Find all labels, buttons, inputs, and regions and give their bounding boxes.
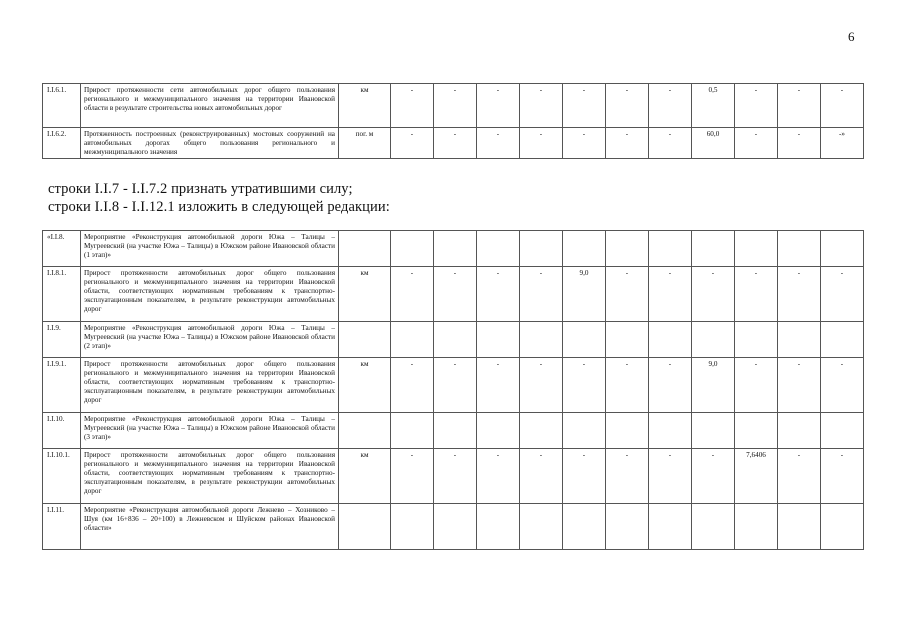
value-cell: [606, 231, 649, 267]
value-cell: -: [520, 449, 563, 504]
value-cell: -: [477, 358, 520, 413]
value-cell: -: [778, 449, 821, 504]
value-cell: [391, 413, 434, 449]
value-cell: -: [477, 84, 520, 128]
value-cell: -: [778, 128, 821, 159]
unit-cell: км: [339, 358, 391, 413]
value-cell: [735, 322, 778, 358]
value-cell: 7,6406: [735, 449, 778, 504]
value-cell: [477, 231, 520, 267]
value-cell: [477, 504, 520, 550]
value-cell: [563, 322, 606, 358]
value-cell: -»: [821, 128, 864, 159]
value-cell: -: [692, 267, 735, 322]
value-cell: [391, 322, 434, 358]
value-cell: [520, 322, 563, 358]
value-cell: -: [391, 449, 434, 504]
value-cell: 9,0: [692, 358, 735, 413]
value-cell: 60,0: [692, 128, 735, 159]
instruction-replace-rows: строки I.I.8 - I.I.12.1 изложить в следующей редакции:: [48, 199, 390, 215]
value-cell: [434, 504, 477, 550]
value-cell: -: [606, 128, 649, 159]
value-cell: -: [434, 84, 477, 128]
value-cell: [649, 322, 692, 358]
row-description-cell: Мероприятие «Реконструкция автомобильной дороги Южа – Талицы – Мугреевский (на участке Южа – Талицы) в Южском районе Ивановской области (2 этап)»: [81, 322, 339, 358]
value-cell: [778, 231, 821, 267]
value-cell: -: [434, 267, 477, 322]
instruction-invalidate-rows: строки I.I.7 - I.I.7.2 признать утратившими силу;: [48, 181, 353, 197]
value-cell: -: [778, 358, 821, 413]
value-cell: -: [606, 358, 649, 413]
table-row: [43, 504, 864, 550]
value-cell: [563, 413, 606, 449]
row-code-cell: I.I.10.: [43, 413, 81, 449]
value-cell: [735, 413, 778, 449]
row-description-cell: Мероприятие «Реконструкция автомобильной дороги Южа – Талицы – Мугреевский (на участке Южа – Талицы) в Южском районе Ивановской области (1 этап)»: [81, 231, 339, 267]
row-code-cell: «I.I.8.: [43, 231, 81, 267]
value-cell: -: [520, 267, 563, 322]
value-cell: -: [649, 84, 692, 128]
row-code-cell: I.I.11.: [43, 504, 81, 550]
value-cell: -: [778, 267, 821, 322]
table-row: [43, 322, 864, 358]
value-cell: -: [649, 128, 692, 159]
value-cell: -: [434, 128, 477, 159]
value-cell: -: [477, 267, 520, 322]
value-cell: -: [434, 358, 477, 413]
value-cell: -: [477, 128, 520, 159]
value-cell: 9,0: [563, 267, 606, 322]
unit-cell: [339, 322, 391, 358]
value-cell: [692, 413, 735, 449]
row-code-cell: I.I.9.1.: [43, 358, 81, 413]
value-cell: [391, 231, 434, 267]
value-cell: -: [563, 449, 606, 504]
value-cell: -: [649, 358, 692, 413]
indicators-table-bottom: [42, 230, 864, 550]
value-cell: -: [563, 358, 606, 413]
table-row: [43, 231, 864, 267]
value-cell: -: [735, 84, 778, 128]
row-code-cell: I.I.10.1.: [43, 449, 81, 504]
value-cell: -: [563, 84, 606, 128]
value-cell: [434, 413, 477, 449]
value-cell: [821, 413, 864, 449]
value-cell: -: [735, 358, 778, 413]
unit-cell: км: [339, 84, 391, 128]
value-cell: -: [520, 358, 563, 413]
value-cell: [520, 413, 563, 449]
value-cell: -: [821, 358, 864, 413]
row-description-cell: Мероприятие «Реконструкция автомобильной дороги Лежнево – Хозниково – Шуя (км 16+836 – 20+100) в Лежневском и Шуйском районах Ивановской области»: [81, 504, 339, 550]
table-row: [43, 267, 864, 322]
value-cell: -: [391, 128, 434, 159]
value-cell: [649, 504, 692, 550]
value-cell: -: [563, 128, 606, 159]
value-cell: -: [520, 128, 563, 159]
value-cell: [606, 322, 649, 358]
value-cell: -: [735, 128, 778, 159]
value-cell: 0,5: [692, 84, 735, 128]
value-cell: -: [477, 449, 520, 504]
unit-cell: [339, 231, 391, 267]
value-cell: [778, 322, 821, 358]
value-cell: -: [692, 449, 735, 504]
value-cell: [735, 504, 778, 550]
row-code-cell: I.I.8.1.: [43, 267, 81, 322]
value-cell: -: [821, 449, 864, 504]
value-cell: [434, 322, 477, 358]
value-cell: [563, 231, 606, 267]
value-cell: [821, 322, 864, 358]
value-cell: -: [391, 84, 434, 128]
value-cell: [735, 231, 778, 267]
table-row: [43, 128, 864, 159]
unit-cell: [339, 413, 391, 449]
value-cell: [692, 231, 735, 267]
unit-cell: км: [339, 449, 391, 504]
value-cell: [520, 231, 563, 267]
value-cell: [563, 504, 606, 550]
value-cell: -: [821, 84, 864, 128]
indicators-table-top: [42, 83, 864, 159]
table-row: [43, 358, 864, 413]
row-code-cell: I.I.9.: [43, 322, 81, 358]
value-cell: [606, 413, 649, 449]
row-description-cell: Прирост протяженности сети автомобильных дорог общего пользования регионального и межмуниципального значения на территории Ивановской области в результате строительства новых автомобильных дорог: [81, 84, 339, 128]
value-cell: -: [649, 267, 692, 322]
value-cell: [778, 504, 821, 550]
value-cell: [477, 322, 520, 358]
page-number: 6: [848, 29, 855, 44]
row-description-cell: Мероприятие «Реконструкция автомобильной дороги Южа – Талицы – Мугреевский (на участке Южа – Талицы) в Южском районе Ивановской области (3 этап)»: [81, 413, 339, 449]
unit-cell: км: [339, 267, 391, 322]
value-cell: [778, 413, 821, 449]
value-cell: [692, 322, 735, 358]
value-cell: -: [391, 267, 434, 322]
unit-cell: пог. м: [339, 128, 391, 159]
row-description-cell: Прирост протяженности автомобильных дорог общего пользования регионального и межмуниципального значения на территории Ивановской области, соответствующих нормативным требованиям к транспортно-эксплуатационным показателям, в результате реконструкции автомобильных дорог: [81, 267, 339, 322]
value-cell: [649, 413, 692, 449]
value-cell: -: [606, 84, 649, 128]
value-cell: [821, 231, 864, 267]
value-cell: -: [778, 84, 821, 128]
value-cell: -: [649, 449, 692, 504]
value-cell: -: [606, 267, 649, 322]
row-description-cell: Прирост протяженности автомобильных дорог общего пользования регионального и межмуниципального значения на территории Ивановской области, соответствующих нормативным требованиям к транспортно-эксплуатационным показателям, в результате реконструкции автомобильных дорог: [81, 449, 339, 504]
value-cell: [649, 231, 692, 267]
value-cell: -: [391, 358, 434, 413]
value-cell: [606, 504, 649, 550]
value-cell: -: [821, 267, 864, 322]
row-code-cell: I.I.6.2.: [43, 128, 81, 159]
value-cell: [520, 504, 563, 550]
value-cell: -: [520, 84, 563, 128]
unit-cell: [339, 504, 391, 550]
value-cell: [692, 504, 735, 550]
value-cell: -: [434, 449, 477, 504]
value-cell: [477, 413, 520, 449]
value-cell: [821, 504, 864, 550]
value-cell: [434, 231, 477, 267]
value-cell: [391, 504, 434, 550]
value-cell: -: [606, 449, 649, 504]
row-code-cell: I.I.6.1.: [43, 84, 81, 128]
table-row: [43, 413, 864, 449]
value-cell: -: [735, 267, 778, 322]
row-description-cell: Протяженность построенных (реконструированных) мостовых сооружений на автомобильных дорогах общего пользования регионального и межмуниципального значения: [81, 128, 339, 159]
row-description-cell: Прирост протяженности автомобильных дорог общего пользования регионального и межмуниципального значения на территории Ивановской области, соответствующих нормативным требованиям к транспортно-эксплуатационным показателям, в результате реконструкции автомобильных дорог: [81, 358, 339, 413]
table-row: [43, 84, 864, 128]
table-row: [43, 449, 864, 504]
